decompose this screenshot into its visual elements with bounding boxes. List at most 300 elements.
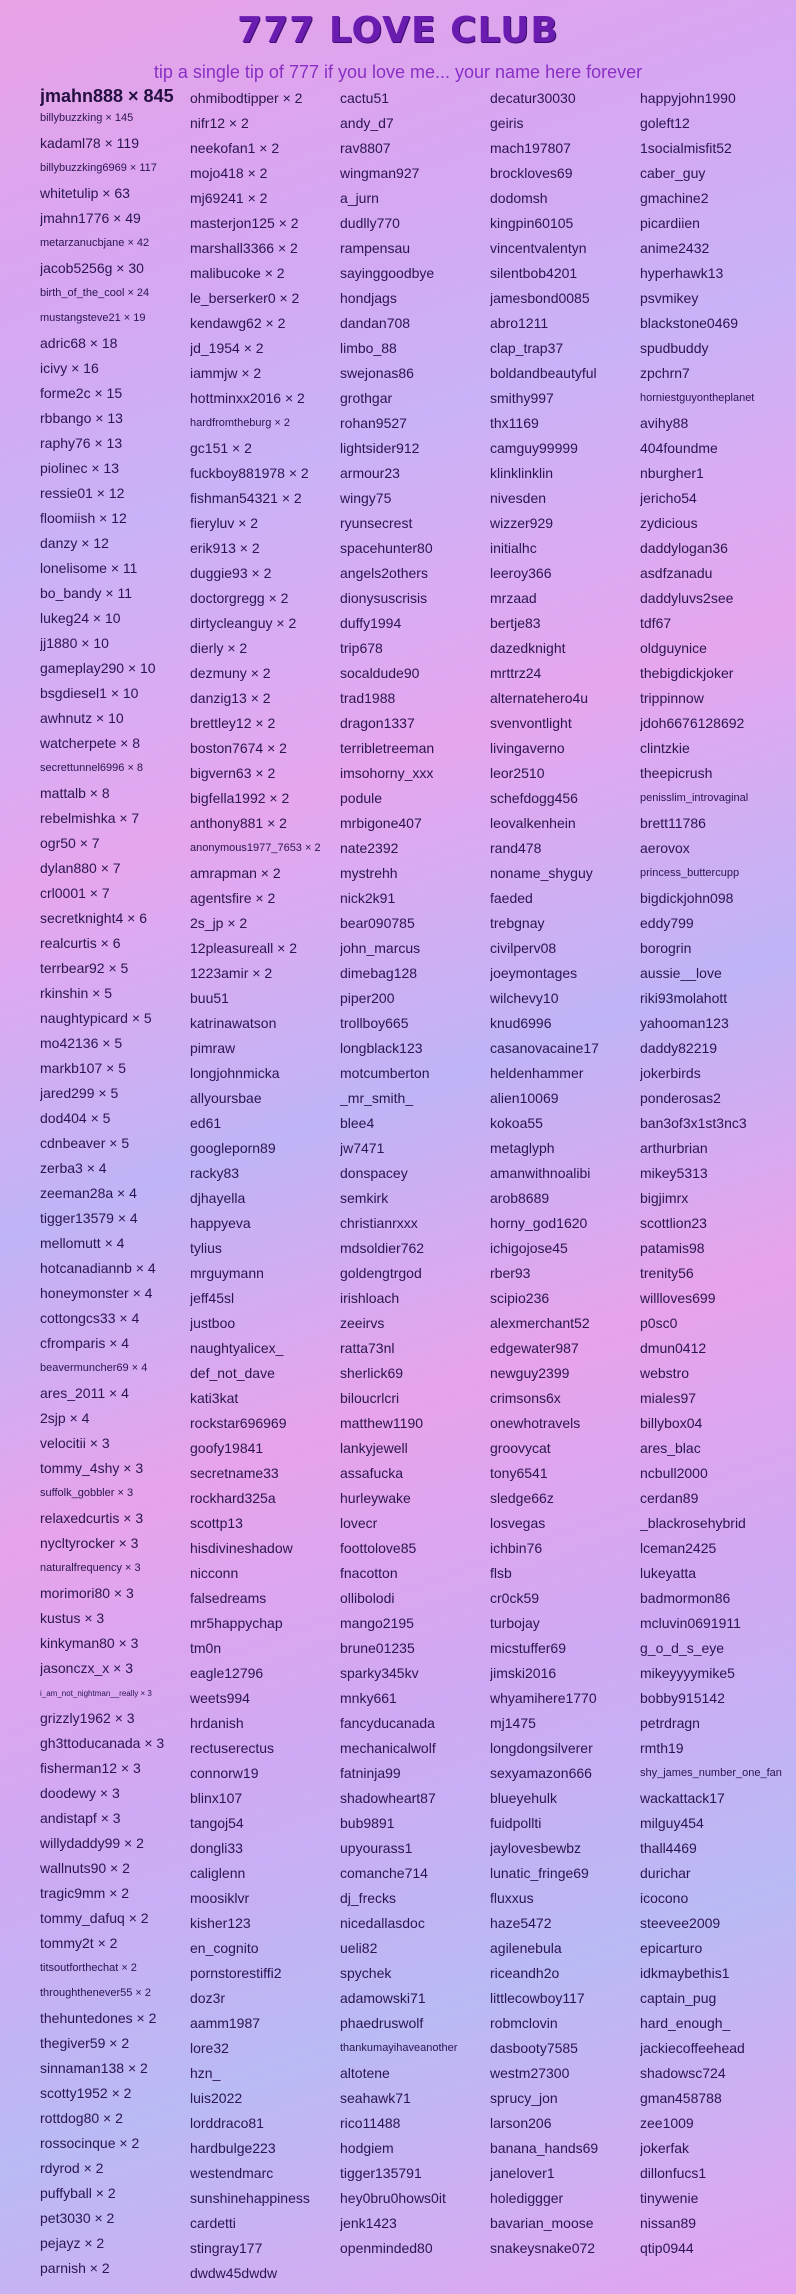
name-entry: penisslim_introvaginal [640, 792, 749, 804]
name-entry: scotty1952 × 2 [40, 2085, 132, 2101]
name-entry: socaldude90 [340, 665, 420, 681]
name-entry: rand478 [490, 840, 542, 856]
name-entry: 2sjp × 4 [40, 1410, 90, 1426]
name-entry: masterjon125 × 2 [190, 215, 299, 231]
name-entry: pornstorestiffi2 [190, 1965, 282, 1981]
name-entry: zeeirvs [340, 1315, 385, 1331]
name-entry: allyoursbae [190, 1090, 262, 1106]
name-entry: john_marcus [340, 940, 421, 956]
name-entry: dmun0412 [640, 1340, 707, 1356]
name-entry: aerovox [640, 840, 690, 856]
name-entry: danzy × 12 [40, 535, 109, 551]
name-entry: klinklinklin [490, 465, 554, 481]
name-entry: agentsfire × 2 [190, 890, 276, 906]
name-entry: blackstone0469 [640, 315, 739, 331]
name-entry: ryunsecrest [340, 515, 413, 531]
name-entry: nate2392 [340, 840, 399, 856]
name-entry: lceman2425 [640, 1540, 717, 1556]
name-entry: nicedallasdoc [340, 1915, 425, 1931]
name-entry: silentbob4201 [490, 265, 578, 281]
name-entry: bo_bandy × 11 [40, 585, 132, 601]
name-entry: robmclovin [490, 2015, 558, 2031]
name-entry: adric68 × 18 [40, 335, 118, 351]
name-entry: throughthenever55 × 2 [40, 1987, 152, 1999]
name-entry: hisdivineshadow [190, 1540, 293, 1556]
name-entry: andy_d7 [340, 115, 394, 131]
name-entry: seahawk71 [340, 2090, 411, 2106]
name-entry: civilperv08 [490, 940, 557, 956]
name-entry: hardfromtheburg × 2 [190, 417, 290, 429]
name-entry: turbojay [490, 1615, 540, 1631]
name-entry: thx1169 [490, 415, 539, 431]
name-entry: birth_of_the_cool × 24 [40, 287, 150, 299]
name-entry: longdongsilverer [490, 1740, 593, 1756]
name-entry: ressie01 × 12 [40, 485, 125, 501]
name-entry: mrbigone407 [340, 815, 422, 831]
name-entry: mj69241 × 2 [190, 190, 268, 206]
name-entry: sherlick69 [340, 1365, 404, 1381]
name-entry: onewhotravels [490, 1415, 581, 1431]
name-entry: terrbear92 × 5 [40, 960, 129, 976]
name-entry: riceandh2o [490, 1965, 560, 1981]
name-entry: schefdogg456 [490, 790, 578, 806]
name-entry: terribletreeman [340, 740, 435, 756]
name-entry: thehuntedones × 2 [40, 2010, 157, 2026]
name-entry: fancyducanada [340, 1715, 435, 1731]
name-entry: wallnuts90 × 2 [40, 1860, 130, 1876]
name-entry: tm0n [190, 1640, 222, 1656]
name-entry: doctorgregg × 2 [190, 590, 289, 606]
name-entry: dodomsh [490, 190, 548, 206]
name-entry: rockstar696969 [190, 1415, 287, 1431]
name-entry: anonymous1977_7653 × 2 [190, 842, 321, 854]
name-entry: billybuzzking × 145 [40, 112, 134, 124]
name-entry: oldguynice [640, 640, 707, 656]
name-entry: spychek [340, 1965, 392, 1981]
name-entry: jd_1954 × 2 [190, 340, 264, 356]
name-entry: stingray177 [190, 2240, 263, 2256]
name-entry: justboo [190, 1315, 236, 1331]
name-entry: rossocinque × 2 [40, 2135, 140, 2151]
name-entry: fishman54321 × 2 [190, 490, 302, 506]
name-entry: nicconn [190, 1565, 239, 1581]
name-entry: nivesden [490, 490, 547, 506]
name-entry: wingy75 [340, 490, 392, 506]
name-entry: falsedreams [190, 1590, 267, 1606]
name-entry: cottongcs33 × 4 [40, 1310, 140, 1326]
name-entry: naturalfrequency × 3 [40, 1562, 141, 1574]
name-entry: nycltyrocker × 3 [40, 1535, 139, 1551]
name-column [640, 86, 790, 2286]
name-entry: mechanicalwolf [340, 1740, 436, 1756]
name-entry: trip678 [340, 640, 383, 656]
name-entry: goleft12 [640, 115, 690, 131]
name-entry: bsgdiesel1 × 10 [40, 685, 139, 701]
name-entry: leor2510 [490, 765, 545, 781]
name-entry: velocitii × 3 [40, 1435, 110, 1451]
name-entry: naughtyalicex_ [190, 1340, 284, 1356]
name-entry: brettley12 × 2 [190, 715, 276, 731]
name-column [490, 86, 640, 2286]
name-entry: eagle12796 [190, 1665, 264, 1681]
name-entry: hotcanadiannb × 4 [40, 1260, 156, 1276]
name-entry: googleporn89 [190, 1140, 276, 1156]
name-entry: jimski2016 [490, 1665, 557, 1681]
name-entry: jaylovesbewbz [490, 1840, 582, 1856]
name-entry: bavarian_moose [490, 2215, 594, 2231]
name-entry: rber93 [490, 1265, 531, 1281]
name-entry: larson206 [490, 2115, 552, 2131]
name-entry: boldandbeautyful [490, 365, 597, 381]
name-entry: sayinggoodbye [340, 265, 435, 281]
name-entry: wizzer929 [490, 515, 554, 531]
name-entry: epicarturo [640, 1940, 703, 1956]
name-entry: gmachine2 [640, 190, 709, 206]
name-entry: mattalb × 8 [40, 785, 110, 801]
name-entry: anthony881 × 2 [190, 815, 287, 831]
name-entry: altotene [340, 2065, 390, 2081]
name-entry: le_berserker0 × 2 [190, 290, 300, 306]
name-entry: sexyamazon666 [490, 1765, 592, 1781]
name-entry: sinnaman138 × 2 [40, 2060, 148, 2076]
name-entry: rmth19 [640, 1740, 684, 1756]
name-entry: thall4469 [640, 1840, 697, 1856]
name-entry: dandan708 [340, 315, 411, 331]
name-entry: happyjohn1990 [640, 90, 736, 106]
name-entry: katrinawatson [190, 1015, 277, 1031]
name-entry: tragic9mm × 2 [40, 1885, 130, 1901]
name-entry: weets994 [190, 1690, 250, 1706]
name-entry: angels2others [340, 565, 428, 581]
name-entry: g_o_d_s_eye [640, 1640, 725, 1656]
name-entry: yahooman123 [640, 1015, 729, 1031]
name-entry: sparky345kv [340, 1665, 419, 1681]
name-entry: dylan880 × 7 [40, 860, 121, 876]
name-entry: donspacey [340, 1165, 408, 1181]
name-entry: badmormon86 [640, 1590, 731, 1606]
name-entry: connorw19 [190, 1765, 259, 1781]
name-entry: avihy88 [640, 415, 689, 431]
name-entry: mo42136 × 5 [40, 1035, 123, 1051]
name-entry: clintzkie [640, 740, 690, 756]
name-entry: daddy82219 [640, 1040, 718, 1056]
name-entry: miales97 [640, 1390, 697, 1406]
name-entry: ares_2011 × 4 [40, 1385, 129, 1401]
name-entry: ichigojose45 [490, 1240, 568, 1256]
name-entry: tdf67 [640, 615, 672, 631]
name-entry: pet3030 × 2 [40, 2210, 115, 2226]
name-entry: wackattack17 [640, 1790, 725, 1806]
name-entry: doodewy × 3 [40, 1785, 120, 1801]
name-entry: suffolk_gobbler × 3 [40, 1487, 134, 1499]
name-entry: rockhard325a [190, 1490, 276, 1506]
name-entry: cr0ck59 [490, 1590, 540, 1606]
name-entry: zeeman28a × 4 [40, 1185, 137, 1201]
name-entry: princess_buttercupp [640, 867, 740, 879]
name-entry: amanwithnoalibi [490, 1165, 591, 1181]
name-entry: zee1009 [640, 2115, 694, 2131]
name-entry: dod404 × 5 [40, 1110, 111, 1126]
name-entry: buu51 [190, 990, 229, 1006]
name-entry: mcluvin0691911 [640, 1615, 741, 1631]
name-entry: trenity56 [640, 1265, 694, 1281]
name-entry: durichar [640, 1865, 691, 1881]
name-column [340, 86, 490, 2286]
name-entry: assafucka [340, 1465, 404, 1481]
name-entry: 12pleasureall × 2 [190, 940, 298, 956]
name-entry: cactu51 [340, 90, 390, 106]
name-entry: agilenebula [490, 1940, 562, 1956]
name-entry: svenvontlight [490, 715, 572, 731]
name-entry: daddylogan36 [640, 540, 728, 556]
name-entry: moosiklvr [190, 1890, 250, 1906]
name-entry: ban3of3x1st3nc3 [640, 1115, 747, 1131]
name-entry: scottp13 [190, 1515, 243, 1531]
name-entry: anime2432 [640, 240, 710, 256]
name-entry: comanche714 [340, 1865, 428, 1881]
name-entry: tommy_dafuq × 2 [40, 1910, 149, 1926]
name-entry: casanovacaine17 [490, 1040, 599, 1056]
name-entry: imsohorny_xxx [340, 765, 434, 781]
name-entry: foottolove85 [340, 1540, 417, 1556]
name-entry: clap_trap37 [490, 340, 564, 356]
name-entry: biloucrlcri [340, 1390, 400, 1406]
name-entry: _mr_smith_ [340, 1090, 414, 1106]
name-entry: bigdickjohn098 [640, 890, 734, 906]
name-entry: jokerbirds [640, 1065, 701, 1081]
name-entry: mdsoldier762 [340, 1240, 425, 1256]
name-entry: rottdog80 × 2 [40, 2110, 123, 2126]
name-entry: decatur30030 [490, 90, 576, 106]
name-entry: jeff45sl [190, 1290, 235, 1306]
name-entry: zydicious [640, 515, 698, 531]
name-entry: jasonczx_x × 3 [40, 1660, 133, 1676]
name-entry: zerba3 × 4 [40, 1160, 107, 1176]
name-entry: hodgiem [340, 2140, 394, 2156]
name-entry: daddyluvs2see [640, 590, 734, 606]
name-entry: patamis98 [640, 1240, 705, 1256]
name-entry: jmahn1776 × 49 [40, 210, 141, 226]
name-entry: nick2k91 [340, 890, 396, 906]
name-entry: rectuserectus [190, 1740, 275, 1756]
name-entry: icivy × 16 [40, 360, 99, 376]
name-entry: gh3ttoducanada × 3 [40, 1735, 165, 1751]
name-entry: hottminxx2016 × 2 [190, 390, 305, 406]
name-entry: rebelmishka × 7 [40, 810, 140, 826]
name-entry: mrguymann [190, 1265, 264, 1281]
name-entry: duggie93 × 2 [190, 565, 272, 581]
name-entry: caliglenn [190, 1865, 246, 1881]
name-entry: djhayella [190, 1190, 246, 1206]
name-entry: rdyrod × 2 [40, 2160, 104, 2176]
name-entry: willloves699 [640, 1290, 716, 1306]
name-entry: fluxxus [490, 1890, 534, 1906]
name-entry: horniestguyontheplanet [640, 392, 755, 404]
name-entry: ratta73nl [340, 1340, 395, 1356]
name-entry: crimsons6x [490, 1390, 561, 1406]
name-entry: vincentvalentyn [490, 240, 587, 256]
name-entry: lukeyatta [640, 1565, 697, 1581]
name-entry: geiris [490, 115, 524, 131]
name-entry: thankumayihaveanother [340, 2042, 458, 2054]
name-entry: arthurbrian [640, 1140, 708, 1156]
name-entry: flsb [490, 1565, 512, 1581]
name-entry: rico11488 [340, 2115, 401, 2131]
name-entry: _blackrosehybrid [640, 1515, 746, 1531]
name-entry: thebigdickjoker [640, 665, 734, 681]
name-entry: armour23 [340, 465, 400, 481]
name-entry: spudbuddy [640, 340, 709, 356]
name-entry: picardiien [640, 215, 700, 231]
name-entry: goldengtrgod [340, 1265, 422, 1281]
name-entry: aussie__love [640, 965, 722, 981]
name-entry: 1223amir × 2 [190, 965, 273, 981]
name-entry: jmahn888 × 845 [40, 86, 174, 106]
name-entry: losvegas [490, 1515, 546, 1531]
name-entry: fnacotton [340, 1565, 398, 1581]
name-entry: bub9891 [340, 1815, 395, 1831]
name-entry: fisherman12 × 3 [40, 1760, 141, 1776]
name-entry: jared299 × 5 [40, 1085, 119, 1101]
name-entry: faeded [490, 890, 533, 906]
name-entry: newguy2399 [490, 1365, 570, 1381]
name-entry: kokoa55 [490, 1115, 543, 1131]
name-entry: asdfzanadu [640, 565, 713, 581]
name-entry: morimori80 × 3 [40, 1585, 134, 1601]
name-entry: captain_pug [640, 1990, 717, 2006]
name-entry: podule [340, 790, 383, 806]
name-entry: kendawg62 × 2 [190, 315, 286, 331]
name-entry: longblack123 [340, 1040, 423, 1056]
name-entry: dragon1337 [340, 715, 415, 731]
name-entry: grothgar [340, 390, 393, 406]
name-column [190, 86, 340, 2286]
name-entry: upyourass1 [340, 1840, 413, 1856]
name-entry: watcherpete × 8 [40, 735, 141, 751]
name-entry: limbo_88 [340, 340, 397, 356]
name-entry: andistapf × 3 [40, 1810, 121, 1826]
name-entry: theepicrush [640, 765, 713, 781]
name-entry: hzn_ [190, 2065, 221, 2081]
name-entry: pejayz × 2 [40, 2235, 105, 2251]
name-entry: shadowheart87 [340, 1790, 436, 1806]
name-entry: swejonas86 [340, 365, 414, 381]
name-entry: mach197807 [490, 140, 571, 156]
name-entry: mojo418 × 2 [190, 165, 268, 181]
name-entry: secretname33 [190, 1465, 279, 1481]
name-entry: trebgnay [490, 915, 545, 931]
name-entry: whyamihere1770 [490, 1690, 597, 1706]
name-entry: nburgher1 [640, 465, 704, 481]
name-entry: dazedknight [490, 640, 566, 656]
name-entry: littlecowboy117 [490, 1990, 585, 2006]
name-entry: ueli82 [340, 1940, 378, 1956]
name-entry: lorddraco81 [190, 2115, 264, 2131]
name-entry: bigvern63 × 2 [190, 765, 276, 781]
name-entry: leovalkenhein [490, 815, 576, 831]
name-entry: tommy_4shy × 3 [40, 1460, 144, 1476]
name-entry: matthew1190 [340, 1415, 424, 1431]
name-entry: 1socialmisfit52 [640, 140, 732, 156]
name-entry: zpchrn7 [640, 365, 690, 381]
name-entry: lankyjewell [340, 1440, 408, 1456]
name-entry: steevee2009 [640, 1915, 721, 1931]
name-entry: bobby915142 [640, 1690, 725, 1706]
name-entry: billybox04 [640, 1415, 703, 1431]
name-entry: crl0001 × 7 [40, 885, 110, 901]
name-entry: hyperhawk13 [640, 265, 724, 281]
name-entry: blueyehulk [490, 1790, 557, 1806]
name-entry: p0sc0 [640, 1315, 678, 1331]
name-entry: petrdragn [640, 1715, 700, 1731]
name-entry: ollibolodi [340, 1590, 395, 1606]
name-entry: cfromparis × 4 [40, 1335, 130, 1351]
name-entry: 404foundme [640, 440, 718, 456]
name-entry: semkirk [340, 1190, 389, 1206]
name-entry: qtip0944 [640, 2240, 694, 2256]
name-entry: sunshinehappiness [190, 2190, 310, 2206]
name-entry: parnish × 2 [40, 2260, 110, 2276]
name-entry: idkmaybethis1 [640, 1965, 730, 1981]
name-entry: lore32 [190, 2040, 229, 2056]
name-entry: fatninja99 [340, 1765, 401, 1781]
name-entry: hardbulge223 [190, 2140, 276, 2156]
name-entry: secrettunnel6996 × 8 [40, 762, 144, 774]
name-entry: jamesbond0085 [490, 290, 590, 306]
name-entry: dillonfucs1 [640, 2165, 707, 2181]
name-entry: borogrin [640, 940, 692, 956]
name-entry: wingman927 [340, 165, 420, 181]
name-entry: rkinshin × 5 [40, 985, 112, 1001]
name-entry: racky83 [190, 1165, 240, 1181]
name-entry: heldenhammer [490, 1065, 584, 1081]
name-entry: eddy799 [640, 915, 694, 931]
name-entry: dezmuny × 2 [190, 665, 271, 681]
name-entry: alien10069 [490, 1090, 559, 1106]
name-entry: holediggger [490, 2190, 564, 2206]
name-entry: blee4 [340, 1115, 375, 1131]
name-entry: brockloves69 [490, 165, 573, 181]
name-entry: openminded80 [340, 2240, 433, 2256]
name-entry: jericho54 [640, 490, 697, 506]
name-column [40, 86, 190, 2286]
name-entry: mikeyyyymike5 [640, 1665, 735, 1681]
name-entry: motcumberton [340, 1065, 430, 1081]
name-entry: trad1988 [340, 690, 396, 706]
name-entry: hrdanish [190, 1715, 244, 1731]
name-entry: cerdan89 [640, 1490, 699, 1506]
name-entry: markb107 × 5 [40, 1060, 126, 1076]
name-entry: aamm1987 [190, 2015, 261, 2031]
name-entry: sprucy_jon [490, 2090, 558, 2106]
name-entry: mrttrz24 [490, 665, 542, 681]
name-entry: kati3kat [190, 1390, 239, 1406]
name-entry: janelover1 [490, 2165, 555, 2181]
name-entry: ncbull2000 [640, 1465, 708, 1481]
name-entry: mr5happychap [190, 1615, 283, 1631]
name-entry: raphy76 × 13 [40, 435, 123, 451]
name-entry: piper200 [340, 990, 395, 1006]
name-entry: wilchevy10 [490, 990, 559, 1006]
name-entry: jokerfak [640, 2140, 690, 2156]
name-entry: westm27300 [490, 2065, 570, 2081]
name-entry: willydaddy99 × 2 [40, 1835, 144, 1851]
name-entry: billybuzzking6969 × 117 [40, 162, 157, 174]
name-entry: lunatic_fringe69 [490, 1865, 589, 1881]
name-entry: forme2c × 15 [40, 385, 123, 401]
name-entry: caber_guy [640, 165, 706, 181]
names-grid [40, 86, 790, 2286]
